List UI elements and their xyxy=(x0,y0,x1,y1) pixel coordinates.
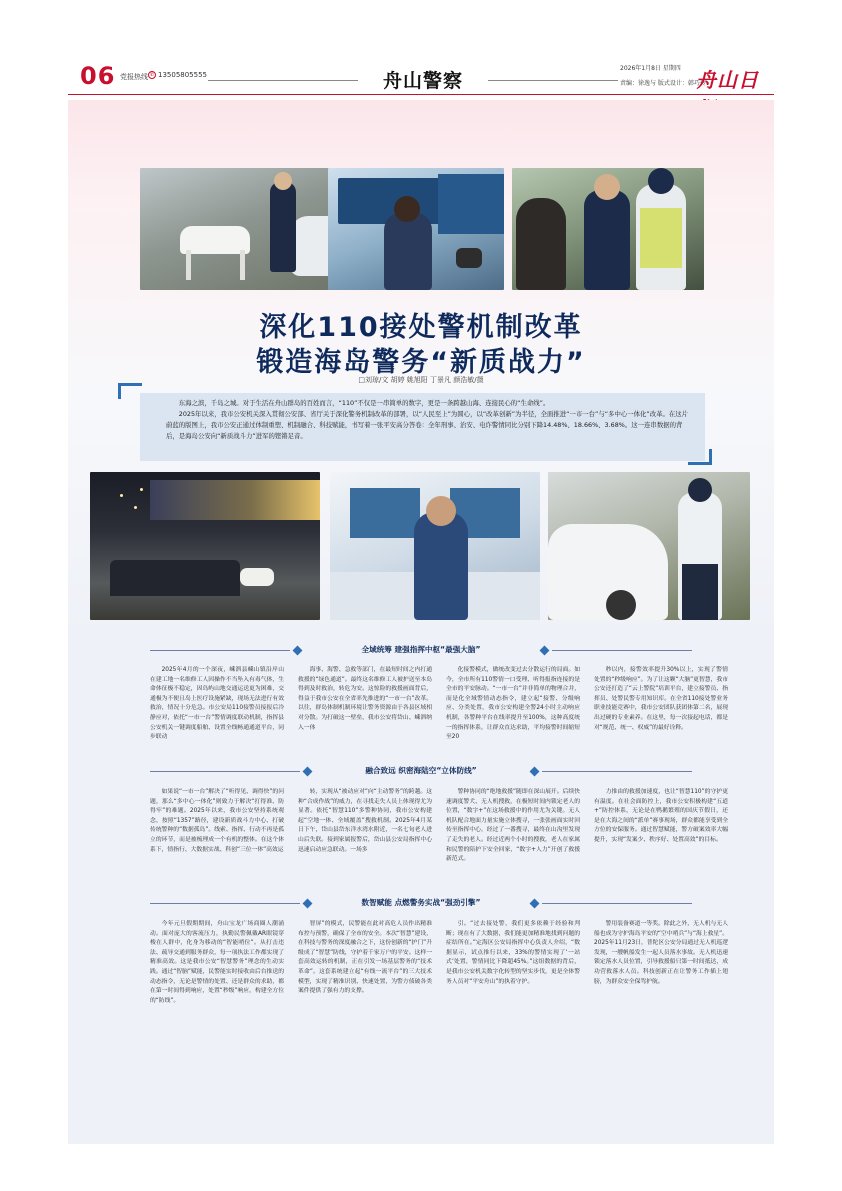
officer-head-shape xyxy=(394,196,420,222)
article-column xyxy=(150,666,284,754)
corner-bracket-icon xyxy=(118,383,142,399)
section-columns xyxy=(150,666,728,754)
editor-credit: 责编：徐逸与 版式设计：韩巧玲 xyxy=(620,80,706,87)
page-number: 06 xyxy=(80,62,116,90)
phone-icon: ✆ xyxy=(149,72,155,78)
officer-legs-shape xyxy=(682,564,718,620)
lit-building-shape xyxy=(150,480,320,520)
section-heading xyxy=(68,897,774,911)
lead-paragraph-box xyxy=(140,393,705,461)
officer-shape xyxy=(414,512,468,620)
heading-rule xyxy=(552,650,692,651)
light-dot xyxy=(140,488,143,491)
article-text: 2025年4月的一个深夜，嵊泗县嵊山镇沿岸山在建工地一名维修工人因操作不当坠入有毒气体，生命体征极不稳定，因岛屿山地交通运送更为困难，交通极为不便且岛上医疗设施紧缺，现场无法进行有效救治，情况十分危急。市公安局110接警员接报后冷静应对，依托“一市一台”警情调度联动机制，指挥县公安机关一键调度船舶、设置全线畅通通道平台，同步联动 xyxy=(150,667,284,741)
officer-shape xyxy=(270,182,296,272)
article-column xyxy=(446,666,580,754)
joystick-shape xyxy=(456,248,482,268)
article-text: 警种协同的“绝地救援”随即在深山展开。后续快速调度警犬、无人机搜救，在极短时间内锁定老人的位置，“数字+”在这场救援中的作用尤为关键。无人机队配合地面力量实施立体搜寻，一张张画面实时回传至指挥中心，经过了一番搜寻，最终在山沟里发现了走失的老人。经过近两个小时的搜救，老人在家属和民警的陪护下安全回家，“数字+人力”开创了救援新范式。 xyxy=(446,789,580,863)
article-column xyxy=(446,788,580,884)
article-column xyxy=(446,920,580,1068)
lead-paragraph: 2025年以来，我市公安机关深入贯彻公安部、省厅关于深化警务机制改革的部署，以“人民至上”为圆心，以“改革创新”为半径，全面推进“一市一台”与“多中心一体化”改革。在这片蔚蓝的版图上，我市公安正通过体制重塑、机制融合、科技赋能，书写着一张平安高分答卷：全年刑事、治安、电诈警情同比分别下降14.48%、18.66%、3.68%。这一连串数据的背后，是海岛公安向“新质战斗力”进军的铿锵足音。 xyxy=(166,410,689,440)
masthead-divider xyxy=(68,94,774,95)
lead-paragraph: 东海之滨，千岛之城。对于生活在舟山群岛的百姓而言，“110”不仅是一串简单的数字，更是一条跨越山海、连接民心的“生命线”。 xyxy=(178,399,550,407)
photo-command-center xyxy=(328,168,504,290)
article-text: 引。“过去接处警，我们更多依赖于经验和判断；现在有了大数据，我们能更加精准地找到问题的症结所在。”定海区公安局指挥中心负责人介绍，“数据显示，试点推行以来，33%的警情实现了‘一站式’处置，警情同比下降超45%。”这组数据的背后，是我市公安机关数字化转型的坚实步伐，更是全体警务人员对“平安舟山”的执着守护。 xyxy=(446,921,580,985)
section-heading-text: 数智赋能 点燃警务实战“强劲引擎” xyxy=(361,898,481,907)
section-heading-text: 全域统筹 建强指挥中枢“最强大脑” xyxy=(361,645,481,654)
officer-head-shape xyxy=(274,172,292,190)
article-text: 力推由的救援加速度，也让“智慧110”的守护更有温度。在社会面防控上，我市公安积极构建“五道+”防控体系，无论是在鸭鹅繁殖的国庆节假日，还是在大海之间的“派单”赛事现场，群众都能享受到全方位的安保服务。通过智慧赋能，警方破案效率大幅提升，实现“发案少、秩序好、处置高效”的目标。 xyxy=(594,789,728,843)
feature-panel xyxy=(68,100,774,1144)
reflective-vest-shape xyxy=(640,208,682,268)
section-columns xyxy=(150,920,728,1068)
section-heading xyxy=(68,765,774,779)
masthead xyxy=(68,62,774,94)
photo-service-hall xyxy=(330,472,540,620)
article-column xyxy=(298,666,432,754)
monitor-shape xyxy=(350,488,420,538)
article-text: 智屏”的模式，民警能在此对高危人员作出精准布控与预警，确保了全市的安全。本次“智慧”建设，在科技与警务的深度融合之下，这份创新的“护门”升级成了“智慧”防线，守护着千家万户的平安。这样一套高效运转的机制，正在引发一场基层警务的“技术革命”。这套系统建立起“有线一流平台”的三大技术模型，实现了精准识别、快速处置，为警方侦破各类案件提供了强有力的支撑。 xyxy=(298,921,432,995)
article-column xyxy=(594,788,728,884)
article-column xyxy=(150,920,284,1068)
robot-dog-shape xyxy=(240,568,274,586)
article-column xyxy=(298,920,432,1068)
section-columns xyxy=(150,788,728,884)
photo-night-patrol xyxy=(90,472,320,620)
article-text: 化接警模式，做统改变过去分散运行的局面。如今，全市所有110警情一口受理、听得报指连接的是全市的平安脉动。“一市一台”并非简单的物理合并，而是化全域警情动态指令，建立起“接警、分级响应、分类处置，我市公安构建全警24小时主动响应机制，各警种平台在线率提升至100%，这种高度统一的指挥体系，让群众直达求助，平均接警时间缩短至20 xyxy=(446,667,580,741)
officer-cap-shape xyxy=(688,478,712,502)
heading-rule xyxy=(542,771,692,772)
article-text: 警用装备赛道一等奖。除此之外，无人机与无人船也成为守护海岛平安的“空中哨兵”与“海上救星”。2025年11月23日，普陀区公安分局通过无人机巡逻发现，一艘帆船发生一起人员落水事故。无人机迅速锁定落水人员位置，引导救援船只第一时间抵达，成功营救落水人员。科技创新正在让警务工作插上翅膀，为群众安全保驾护航。 xyxy=(594,921,728,985)
article-text: 秒以内，接警效率提升30%以上，实现了警情处置的“秒级响应”。为了让这颗“大脑”更智慧，我市公安还打造了“云上警院”培训平台，建立接警员、指挥员、处警民警专用知识库。在全省110接处警业务职业技能竞赛中，我市公安团队获团体第二名，展现出过硬的专业素养。在这里，每一次接起电话，都是对“规范、统一、权威”的最好诠释。 xyxy=(594,667,728,731)
hotline-label: 党报热线 xyxy=(120,73,148,81)
article-text: 转，实现从“被动应对”向“主动警务”的跨越。这种“合成作战”的威力，在寻找走失人员上体现得尤为显著。依托“智慧110”多警种协同，我市公安构建起“空地一体、全域覆盖”搜救机制。2025年4月某日下午，岱山县岱东洋水湾水附近，一名七旬老人进山后失联。接到家属报警后，岱山县公安局指挥中心迅速启动应急联动。一场多 xyxy=(298,789,432,853)
monitor-shape xyxy=(438,174,504,234)
article-column xyxy=(298,788,432,884)
wheel-shape xyxy=(606,590,636,620)
heading-rule xyxy=(542,903,692,904)
masthead-rule-left xyxy=(208,80,358,81)
section-heading-text: 融合致远 织密海陆空“立体防线” xyxy=(365,766,477,775)
light-dot xyxy=(134,506,137,509)
hotline-number: 13505805555 xyxy=(158,71,207,79)
article-column xyxy=(594,666,728,754)
masthead-rule-right xyxy=(488,80,618,81)
issue-date: 2026年1月8日 星期四 xyxy=(620,65,681,72)
corner-bracket-icon xyxy=(688,449,712,465)
article-text: 如果说“一市一台”解决了“听得见、调得快”的问题，那么“多中心一体化”则致力于解决“打得准、防得牢”的难题。2025年以来，我市公安坚持系统观念，按照“1357”路径，建设新质战斗力中心、打破传统警种的“数据孤岛”。线索、指挥、行动不再是孤立的环节，而是被梳理成一个有机的整体。在这个体系下，情指行、大数据实战、科创“三位一体”高效运 xyxy=(150,789,284,853)
byline: □刘琼/文 胡婷 姚旭阳 丁景凡 颜浩敏/摄 xyxy=(358,376,484,384)
officer-shape xyxy=(384,212,432,290)
officer-shape xyxy=(584,190,630,290)
officer-head-shape xyxy=(426,496,456,526)
photo-officers-with-citizen xyxy=(512,168,704,290)
section-title: 舟山警察 xyxy=(382,70,463,92)
photo-robot-dog-patrol xyxy=(140,168,350,290)
robot-leg-shape xyxy=(240,250,245,280)
citizen-shape xyxy=(516,198,566,290)
hotline xyxy=(148,71,207,79)
photo-street-officer xyxy=(548,472,750,620)
officer-head-shape xyxy=(594,174,620,200)
newspaper-logo: 舟山日 xyxy=(696,68,759,92)
patrol-team-shape xyxy=(110,560,240,596)
article-text: 海事、海警、急救等部门，在最短时间之内打通救援的“绿色通道”。最终这名维修工人被护送至本岛得到及时救治，转危为安。这惊险的救援画面背后，得益于我市公安在全省率先推进的“一市一台”改革。以往，群岛体制机制环境让警务资源由于各县区域相对分散。为打破这一壁垒，我市公安将岱山、嵊泗纳入一体 xyxy=(298,667,432,731)
headline-line-1: 深化110接处警机制改革 xyxy=(259,312,583,343)
section-heading xyxy=(68,644,774,658)
headline-line-2: 锻造海岛警务“新质战力” xyxy=(256,347,586,378)
light-dot xyxy=(120,494,123,497)
robot-leg-shape xyxy=(186,250,191,280)
officer-cap-shape xyxy=(648,168,674,194)
article-column xyxy=(594,920,728,1068)
article-column xyxy=(150,788,284,884)
article-text: 今年元旦假期期间，舟山宝龙广场商圈人潮涌动。面对庞大的客流压力，执勤民警佩戴AR眼镜穿梭在人群中，化身为移动的“智能哨位”。从打击违法、疏导交通到服务群众，每一项执法工作都实现了精准高效。这是我市公安“智慧警务”理念的生动实践。通过“智脑”赋能，民警能实时接收由后台推送的动态指令，无论是警情的处置、还是群众的求助，都在第一时间得到响应，处置“秒级”响应，构建全方位的“防线”。 xyxy=(150,921,284,1004)
